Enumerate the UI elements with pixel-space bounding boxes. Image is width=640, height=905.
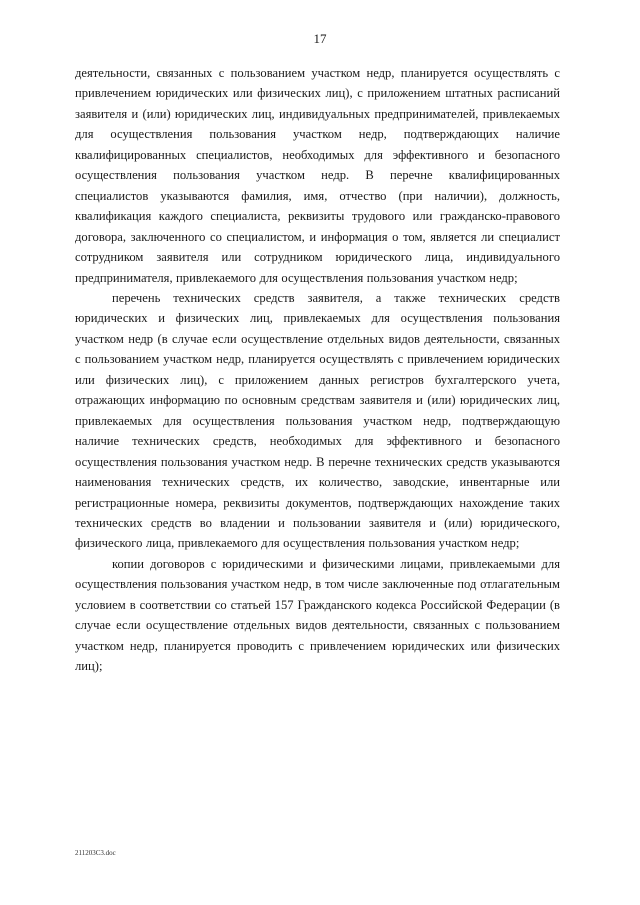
document-body bbox=[75, 63, 560, 677]
page-number: 17 bbox=[313, 31, 327, 46]
footer-file-code: 211203C3.doc bbox=[75, 849, 116, 857]
paragraph-contract-copies: копии договоров с юридическими и физическими лицами, привлекаемыми для осуществления пользования участком недр, в том числе заключенные под отлагательным условием в соответствии со статьей 157 Гражданского кодекса Российской Федерации (в случае если осуществление отдельных видов деятельности, связанных с пользованием участком недр, планируется проводить с привлечением юридических или физических лиц); bbox=[75, 556, 560, 674]
paragraph-technical-means: перечень технических средств заявителя, а также технических средств юридических и физических лиц, привлекаемых для осуществления пользования участком недр (в случае если осуществление отдельных видов деятельности, связанных с пользованием участком недр, планируется осуществлять с привлечением юридических или физических лиц), с приложением данных регистров бухгалтерского учета, отражающих информацию по основным средствам заявителя и (или) юридических лиц, привлекаемых для осуществления пользования участком недр, подтверждающую наличие технических средств, необходимых для эффективного и безопасного осуществления пользования участком недр. В перечне технических средств указываются наименования технических средств, их количество, заводские, инвентарные или регистрационные номера, реквизиты документов, подтверждающих нахождение таких технических средств во владении и пользовании заявителя и (или) юридического, физического лица, привлекаемого для осуществления пользования участком недр; bbox=[75, 290, 560, 551]
paragraph-continuation: деятельности, связанных с пользованием участком недр, планируется осуществлять с привлечением юридических или физических лиц), с приложением штатных расписаний заявителя и (или) юридических лиц, индивидуальных предпринимателей, привлекаемых для осуществления пользования участком недр, подтверждающих наличие квалифицированных специалистов, необходимых для эффективного и безопасного осуществления пользования участком недр. В перечне квалифицированных специалистов указываются фамилия, имя, отчество (при наличии), должность, квалификация каждого специалиста, реквизиты трудового или гражданско-правового договора, заключенного со специалистом, и информация о том, является ли специалист сотрудником заявителя или сотрудником юридического лица, индивидуального предпринимателя, привлекаемого для осуществления пользования участком недр; bbox=[75, 66, 560, 285]
